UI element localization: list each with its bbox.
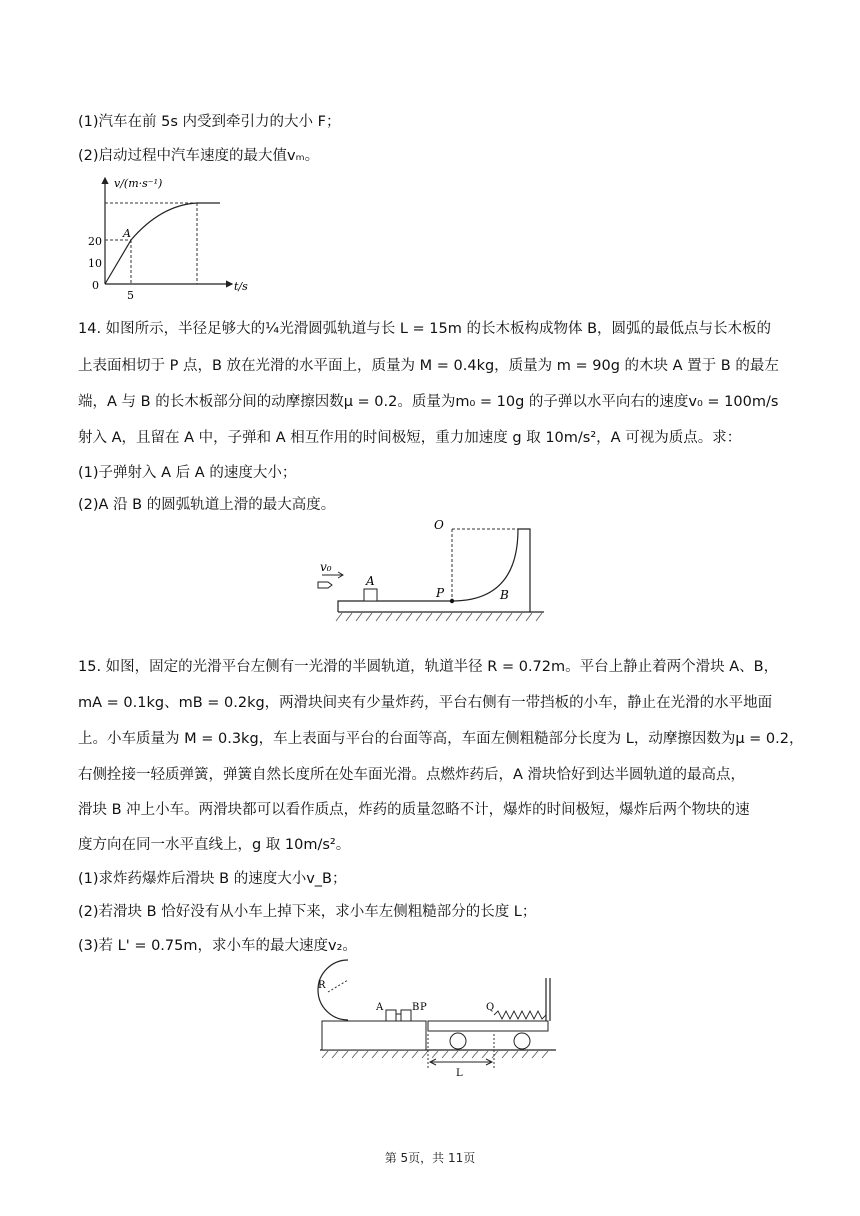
svg-text:O: O bbox=[434, 518, 444, 532]
q15-line4: 右侧拴接一轻质弹簧，弹簧自然长度所在处车面光滑。点燃炸药后，A 滑块恰好到达半圆轨道的最高点， bbox=[78, 767, 746, 783]
tick-0: 0 bbox=[92, 279, 99, 292]
spring bbox=[494, 1011, 546, 1019]
q15-sub3: (3)若 L' = 0.75m，求小车的最大速度v₂。 bbox=[78, 938, 357, 954]
q15-line5: 滑块 B 冲上小车。两滑块都可以看作质点，炸药的质量忽略不计，爆炸的时间极短，爆炸后两个物块的速 bbox=[78, 802, 750, 818]
block-A bbox=[386, 1010, 396, 1021]
svg-text:P: P bbox=[436, 586, 445, 600]
q14-line3: 端，A 与 B 的长木板部分间的动摩擦因数μ = 0.2。质量为m₀ = 10g 的子弹以水平向右的速度v₀ = 100m/s bbox=[78, 394, 779, 410]
platform bbox=[322, 1021, 426, 1050]
svg-text:P: P bbox=[420, 1002, 427, 1013]
q15-sub2: (2)若滑块 B 恰好没有从小车上掉下来，求小车左侧粗糙部分的长度 L； bbox=[78, 904, 537, 920]
q14-line4: 射入 A，且留在 A 中，子弹和 A 相互作用的时间极短，重力加速度 g 取 10m/s²，A 可视为质点。求： bbox=[78, 430, 742, 446]
svg-text:v₀: v₀ bbox=[320, 560, 332, 574]
graph-xlabel: t/s bbox=[234, 280, 248, 293]
arc-board-figure bbox=[308, 515, 558, 625]
q15-line3: 上。小车质量为 M = 0.3kg，车上表面与平台的台面等高，车面左侧粗糙部分长度为 L，动摩擦因数为μ = 0.2， bbox=[78, 731, 804, 747]
bullet bbox=[318, 582, 332, 588]
svg-text:A: A bbox=[376, 1002, 384, 1013]
q13-sub1: (1)汽车在前 5s 内受到牵引力的大小 F； bbox=[78, 114, 341, 130]
svg-text:A: A bbox=[366, 574, 375, 588]
platform-cart-figure bbox=[298, 958, 564, 1082]
svg-text:R: R bbox=[318, 980, 326, 991]
tick-20: 20 bbox=[88, 235, 102, 248]
q14-line1: 14. 如图所示，半径足够大的¼光滑圆弧轨道与长 L = 15m 的长木板构成物体 B，圆弧的最低点与长木板的 bbox=[78, 321, 772, 337]
q14-sub1: (1)子弹射入 A 后 A 的速度大小； bbox=[78, 465, 297, 481]
q15-line6: 度方向在同一水平直线上，g 取 10m/s²。 bbox=[78, 837, 351, 853]
svg-text:B: B bbox=[412, 1002, 420, 1013]
velocity-time-graph bbox=[86, 172, 256, 300]
graph-ylabel: v/(m·s⁻¹) bbox=[114, 177, 163, 190]
q13-sub2: (2)启动过程中汽车速度的最大值vₘ。 bbox=[78, 148, 320, 164]
q15-line2: mA = 0.1kg、mB = 0.2kg，两滑块间夹有少量炸药，平台右侧有一带挡板的小车，静止在光滑的水平地面 bbox=[78, 695, 773, 711]
tick-10: 10 bbox=[88, 257, 102, 270]
block-B bbox=[401, 1010, 411, 1021]
svg-text:L: L bbox=[456, 1068, 463, 1079]
block-A bbox=[364, 589, 377, 601]
q15-line1: 15. 如图，固定的光滑平台左侧有一光滑的半圆轨道，轨道半径 R = 0.72m。平台上静止着两个滑块 A、B， bbox=[78, 659, 779, 675]
page-footer: 第 5页，共 11页 bbox=[384, 1151, 476, 1165]
svg-text:Q: Q bbox=[486, 1002, 495, 1013]
q14-sub2: (2)A 沿 B 的圆弧轨道上滑的最大高度。 bbox=[78, 497, 336, 513]
q15-sub1: (1)求炸药爆炸后滑块 B 的速度大小v_B； bbox=[78, 871, 347, 887]
tick-5: 5 bbox=[127, 289, 134, 300]
q14-line2: 上表面相切于 P 点，B 放在光滑的水平面上，质量为 M = 0.4kg，质量为 m = 90g 的木块 A 置于 B 的最左 bbox=[78, 358, 779, 374]
svg-text:B: B bbox=[500, 588, 509, 602]
graph-point-A: A bbox=[123, 227, 131, 240]
cart bbox=[428, 1021, 548, 1031]
